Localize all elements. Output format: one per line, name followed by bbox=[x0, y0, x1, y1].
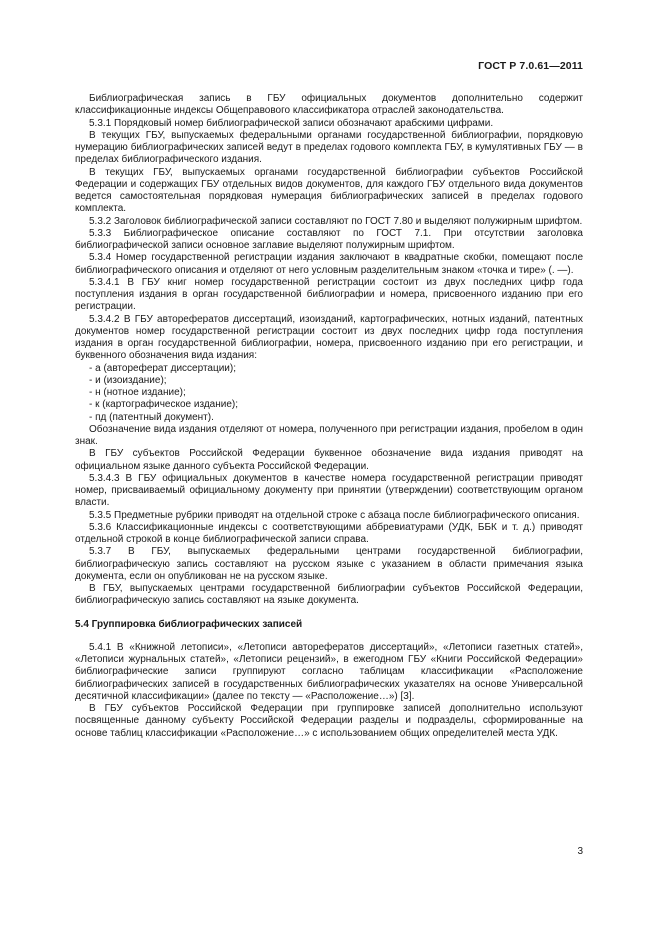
paragraph: 5.3.1 Порядковый номер библиографической записи обозначают арабскими цифрами. bbox=[89, 117, 494, 129]
paragraph: В ГБУ субъектов Российской Федерации при группировке записей дополнительно используют посвященные данному субъекту Российской Федерации разделы и подразделы, сформированные на основе таблиц классификации «Расположение…» с использованием общих определителей места УДК. bbox=[75, 703, 583, 739]
list-item: - и (изоиздание); bbox=[89, 374, 167, 386]
paragraph: В текущих ГБУ, выпускаемых органами государственной библиографии субъектов Российской Федерации и содержащих ГБУ отдельных видов документов, для каждого ГБУ отдельного вида документов ведется самостоятельная порядковая нумерация библиографических записей в пределах годового комплекта. bbox=[75, 166, 583, 215]
paragraph: 5.3.5 Предметные рубрики приводят на отдельной строке с абзаца после библиографического описания. bbox=[89, 509, 580, 521]
paragraph: 5.3.7 В ГБУ, выпускаемых федеральными центрами государственной библиографии, библиографическую запись составляют на русском языке с указанием в области примечания языка документа, если он опубликован не на русском языке. bbox=[75, 546, 583, 582]
paragraph: В ГБУ, выпускаемых центрами государственной библиографии субъектов Российской Федерации, библиографическую запись составляют на языке документа. bbox=[75, 583, 583, 607]
paragraph: Обозначение вида издания отделяют от номера, полученного при регистрации издания, пробелом в один знак. bbox=[75, 423, 583, 447]
paragraph: 5.3.4.1 В ГБУ книг номер государственной регистрации состоит из двух последних цифр года поступления издания в орган государственной библиографии и номера, присвоенного изданию при его регистрации. bbox=[75, 276, 583, 313]
paragraph: 5.3.6 Классификационные индексы с соответствующими аббревиатурами (УДК, ББК и т. д.) приводят отдельной строкой в конце библиографической записи справа. bbox=[75, 521, 583, 545]
list-item: - н (нотное издание); bbox=[89, 387, 186, 398]
page-body bbox=[75, 93, 583, 740]
list-item: - пд (патентный документ). bbox=[89, 411, 214, 423]
paragraph: 5.3.4.2 В ГБУ авторефератов диссертаций, изоизданий, картографических, нотных изданий, патентных документов номер государственной регистрации состоит из двух последних цифр года поступления издания в орган государственной библиографии, номера, присвоенного изданию при его регистрации, и буквенного обозначения вида издания: bbox=[75, 313, 583, 362]
document-code: ГОСТ Р 7.0.61—2011 bbox=[478, 60, 583, 72]
paragraph: 5.3.4.3 В ГБУ официальных документов в качестве номера государственной регистрации приводят номер, присваиваемый официальному документу при принятии (утверждении) соответствующим органом власти. bbox=[75, 472, 583, 509]
paragraph: 5.3.4 Номер государственной регистрации издания заключают в квадратные скобки, помещают после библиографического описания и отделяют от него условным разделительным знаком «точка и тире» (. —). bbox=[75, 252, 583, 276]
paragraph: 5.3.3 Библиографическое описание составляют по ГОСТ 7.1. При отсутствии заголовка библиографической записи основное заглавие выделяют полужирным шрифтом. bbox=[75, 227, 583, 251]
paragraph: В текущих ГБУ, выпускаемых федеральными органами государственной библиографии, порядковую нумерацию библиографических записей ведут в пределах годового комплекта ГБУ, в кумулятивных ГБУ — в пределах библиографического издания. bbox=[75, 129, 583, 166]
paragraph: 5.3.2 Заголовок библиографической записи составляют по ГОСТ 7.80 и выделяют полужирным шрифтом. bbox=[89, 215, 583, 227]
paragraph: Библиографическая запись в ГБУ официальных документов дополнительно содержит классификационные индексы Общеправового классификатора отраслей законодательства. bbox=[75, 93, 583, 117]
list-item: - а (автореферат диссертации); bbox=[89, 362, 236, 374]
page-number: 3 bbox=[577, 846, 583, 857]
paragraph: В ГБУ субъектов Российской Федерации буквенное обозначение вида издания приводят на официальном языке данного субъекта Российской Федерации. bbox=[75, 448, 583, 472]
paragraph: 5.4.1 В «Книжной летописи», «Летописи авторефератов диссертаций», «Летописи газетных статей», «Летописи журнальных статей», «Летописи рецензий», в ежегодном ГБУ «Книги Российской Федерации» библиографические записи группируют согласно таблицам классификации «Расположение библиографических записей в государственных библиографических указателях на основе Универсальной десятичной классификации» (далее по тексту — «Расположение…») [3]. bbox=[75, 641, 583, 702]
list-item: - к (картографическое издание); bbox=[89, 399, 238, 411]
section-heading: 5.4 Группировка библиографических записей bbox=[75, 618, 303, 630]
